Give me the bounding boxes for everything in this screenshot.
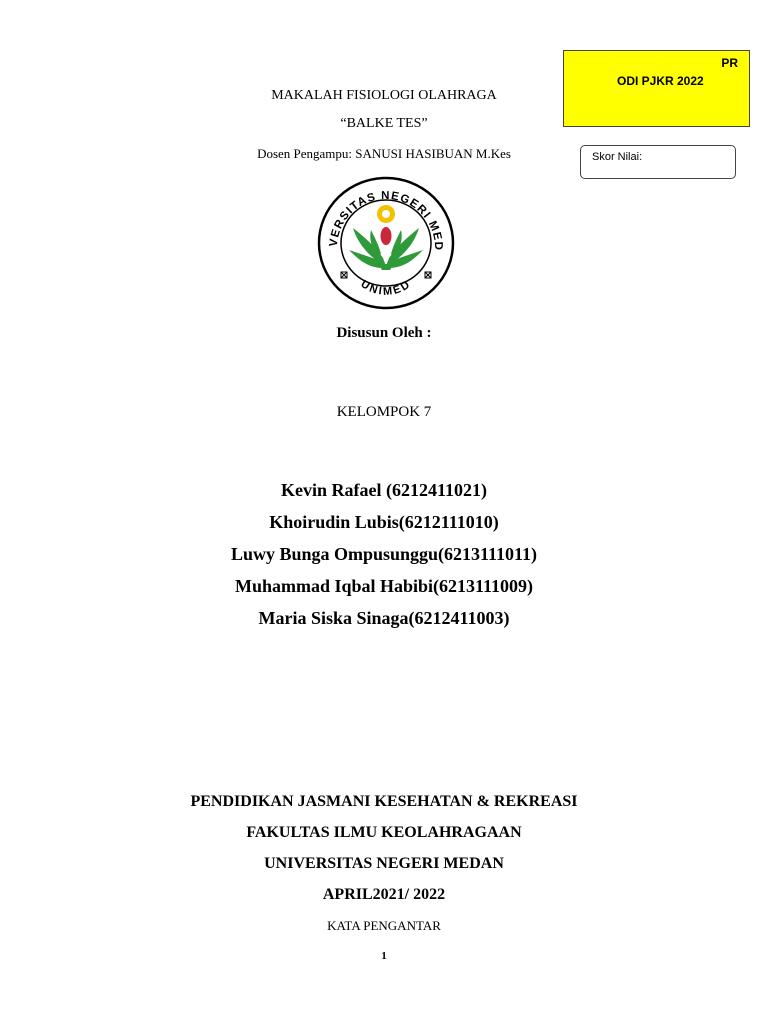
lecturer-line: Dosen Pengampu: SANUSI HASIBUAN M.Kes <box>257 146 511 161</box>
paper-subtitle: “BALKE TES” <box>340 116 428 131</box>
university-name: UNIVERSITAS NEGERI MEDAN <box>264 855 504 872</box>
member-item: Khoirudin Lubis(6212111010) <box>269 512 499 532</box>
paper-title: MAKALAH FISIOLOGI OLAHRAGA <box>271 88 497 103</box>
logo-bud-icon <box>381 227 392 245</box>
program-name: PENDIDIKAN JASMANI KESEHATAN & REKREASI <box>190 793 578 810</box>
academic-year: APRIL2021/ 2022 <box>322 886 446 903</box>
group-label: KELOMPOK 7 <box>336 404 432 420</box>
logo-sun-icon <box>377 205 395 223</box>
faculty-name: FAKULTAS ILMU KEOLAHRAGAAN <box>246 824 522 841</box>
member-item: Luwy Bunga Ompusunggu(6213111011) <box>230 544 538 564</box>
badge-line-pr: PR <box>721 56 738 70</box>
unimed-seal-icon <box>317 176 455 310</box>
member-item: Muhammad Iqbal Habibi(6213111009) <box>234 576 534 596</box>
compiled-by-label: Disusun Oleh : <box>336 325 432 341</box>
logo-arc-bottom-text: UNIMED <box>358 278 414 299</box>
badge-line-program: ODI PJKR 2022 <box>617 74 704 88</box>
member-item: Kevin Rafael (6212411021) <box>281 480 487 500</box>
page-number: 1 <box>381 950 387 962</box>
score-label: Skor Nilai: <box>592 151 643 163</box>
member-item: Maria Siska Sinaga(6212411003) <box>258 608 510 628</box>
section-heading: KATA PENGANTAR <box>327 918 441 933</box>
university-logo <box>317 176 455 315</box>
member-list <box>0 474 768 634</box>
logo-arc-top-text: VERSITAS NEGERI MED <box>327 189 445 252</box>
